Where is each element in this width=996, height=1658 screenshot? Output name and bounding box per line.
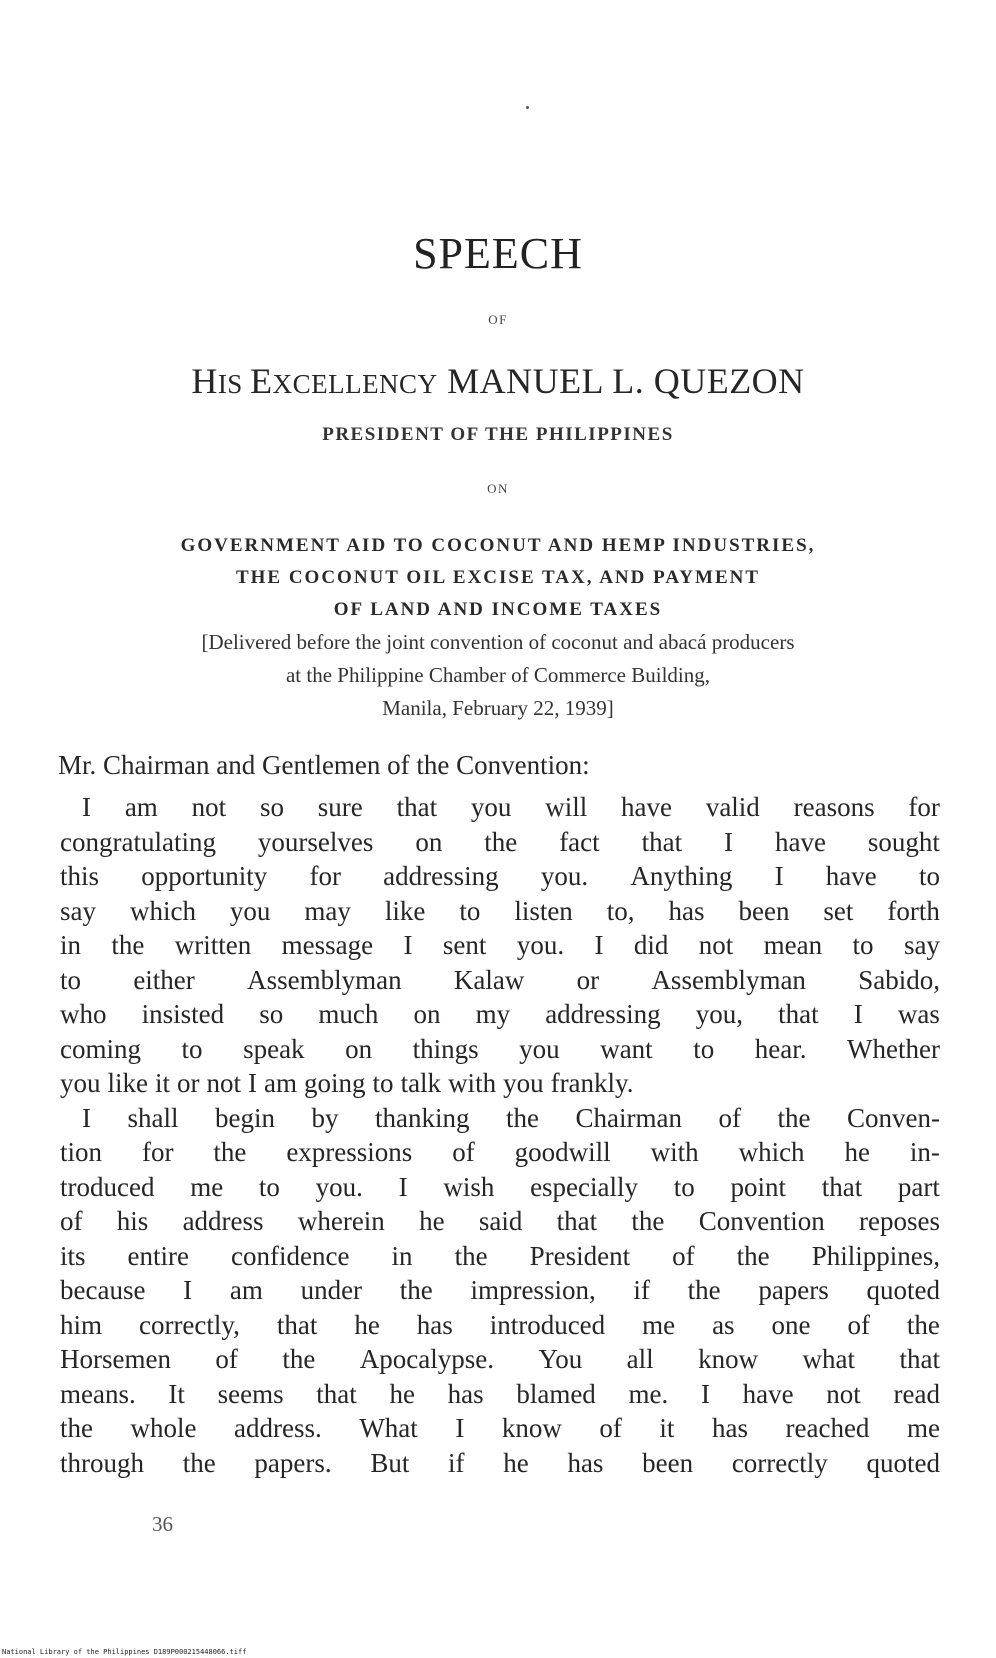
speaker-position: PRESIDENT OF THE PHILIPPINES — [322, 424, 674, 445]
body-line: the whole address. What I know of it has reached me — [60, 1413, 940, 1443]
body-line: because I am under the impression, if the papers quoted — [60, 1275, 940, 1305]
body-line: I shall begin by thanking the Chairman of the Conven- — [82, 1102, 940, 1133]
body-line: coming to speak on things you want to hear. Whether — [60, 1033, 940, 1064]
topic-line: THE COCONUT OIL EXCISE TAX, AND PAYMENT — [235, 567, 761, 588]
scan-credit: National Library of the Philippines D189P000215448066.tiff — [2, 1648, 247, 1656]
delivery-line: Manila, February 22, 1939] — [382, 696, 614, 720]
body-line: I am not so sure that you will have valid reasons for — [82, 792, 940, 822]
topic-line: GOVERNMENT AID TO COCONUT AND HEMP INDUSTRIES, — [180, 535, 816, 556]
body-line: this opportunity for addressing you. Anything I have to — [60, 861, 940, 891]
body-line: Horsemen of the Apocalypse. You all know what that — [60, 1344, 940, 1374]
body-line: him correctly, that he has introduced me as one of the — [60, 1309, 940, 1340]
scan-speck — [526, 106, 529, 109]
speaker-name: MANUEL L. QUEZON — [437, 361, 805, 401]
body-line: who insisted so much on my addressing you, that I was — [60, 999, 940, 1029]
body-line: means. It seems that he has blamed me. I have not read — [60, 1378, 940, 1409]
body-line: troduced me to you. I wish especially to point that part — [60, 1171, 940, 1202]
salutation: Mr. Chairman and Gentlemen of the Convention: — [58, 750, 590, 780]
document-title: SPEECH — [413, 229, 583, 278]
body-line: in the written message I sent you. I did not mean to say — [60, 930, 940, 960]
body-line: tion for the expressions of goodwill with which he in- — [60, 1137, 940, 1167]
speaker-his-initial: H — [191, 361, 218, 401]
speech-body — [60, 790, 940, 1480]
speaker-his-rest: IS — [217, 369, 251, 399]
body-line: you like it or not I am going to talk with you frankly. — [60, 1068, 634, 1098]
body-line: to either Assemblyman Kalaw or Assemblyman Sabido, — [60, 964, 940, 995]
on-label: ON — [487, 481, 509, 496]
body-line: say which you may like to listen to, has been set forth — [60, 895, 940, 926]
speaker-heading — [0, 360, 996, 402]
speaker-excellency-initial: E — [250, 361, 273, 401]
body-line: through the papers. But if he has been correctly quoted — [60, 1447, 940, 1478]
of-label: OF — [488, 312, 508, 327]
delivery-line: at the Philippine Chamber of Commerce Building, — [285, 663, 710, 687]
body-line: of his address wherein he said that the Convention reposes — [60, 1206, 940, 1236]
body-line: congratulating yourselves on the fact that I have sought — [60, 826, 940, 857]
delivery-line: [Delivered before the joint convention of coconut and abacá producers — [201, 630, 795, 654]
speech-topic — [40, 530, 956, 626]
body-line: its entire confidence in the President of the Philippines, — [60, 1240, 940, 1271]
delivery-note — [50, 626, 946, 725]
page-number: 36 — [152, 1512, 173, 1536]
speaker-excellency-rest: XCELLENCY — [272, 369, 438, 399]
topic-line: OF LAND AND INCOME TAXES — [333, 599, 663, 620]
